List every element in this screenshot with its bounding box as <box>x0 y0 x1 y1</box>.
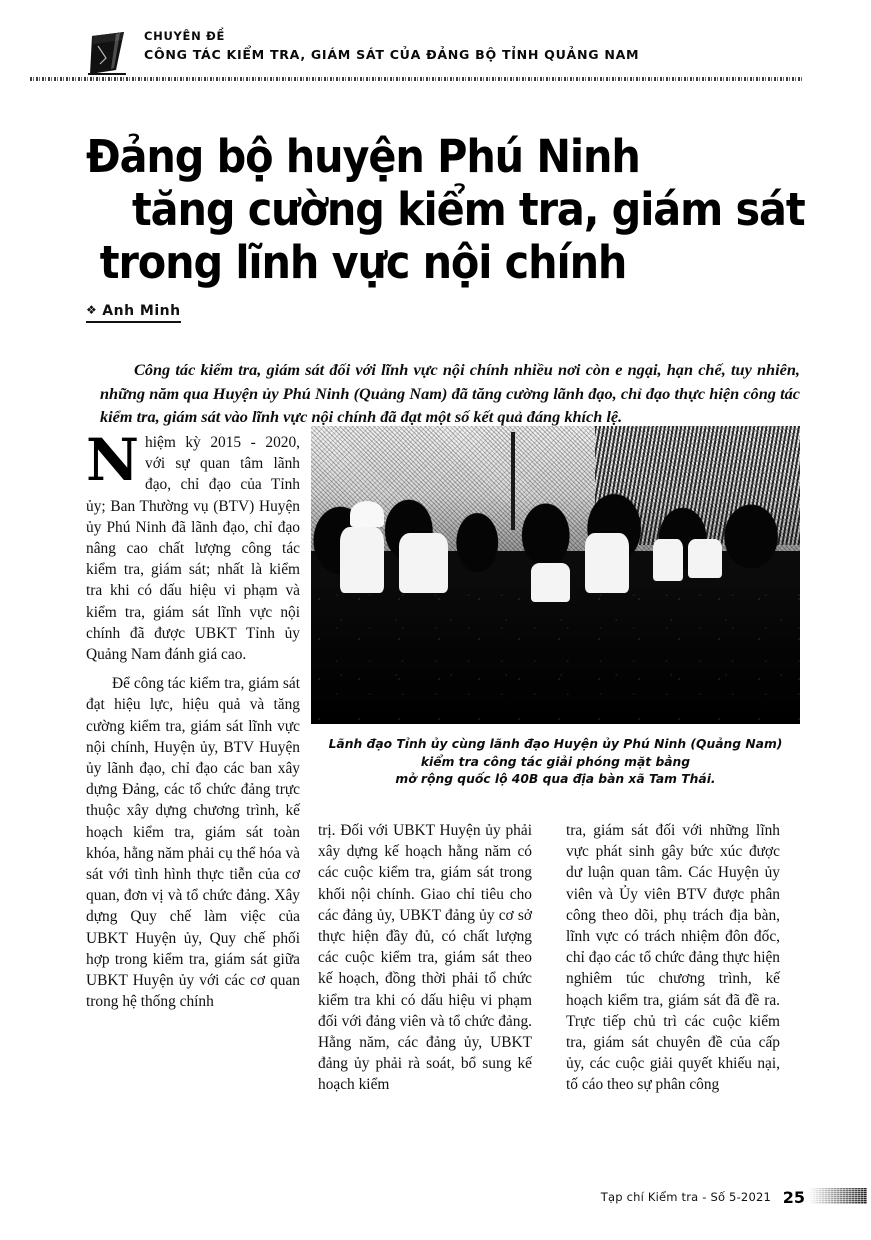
running-head-divider <box>30 77 804 81</box>
running-head-text <box>144 28 639 64</box>
photo-ground <box>311 587 800 724</box>
photo-caption-line-2: kiểm tra công tác giải phóng mặt bằng <box>420 754 691 769</box>
body-paragraph-1 <box>86 426 300 665</box>
photo-person-shirt-1 <box>340 527 384 593</box>
headline-line-3: trong lĩnh vực nội chính <box>99 236 627 290</box>
photo-caption <box>311 736 800 789</box>
body-paragraph-3: trị. Đối với UBKT Huyện ủy phải xây dựng kế hoạch hằng năm có các cuộc kiểm tra, giám sát trong khối nội chính. Giao chỉ tiêu cho các đảng ủy, UBKT đảng ủy cơ sở thực hiện đầy đủ, có chất lượng các cuộc kiểm tra, giám sát theo kế hoạch, đồng thời phải tổ chức kiểm tra khi có dấu hiệu vi phạm đối với đảng viên và tổ chức đảng. Hằng năm, các đảng ủy, UBKT đảng ủy phải rà soát, bổ sung kế hoạch kiểm <box>318 822 532 1094</box>
headline-line-2: tăng cường kiểm tra, giám sát <box>132 183 805 237</box>
page-title <box>86 130 805 290</box>
body-paragraph-4: tra, giám sát đối với những lĩnh vực phát sinh gây bức xúc được dư luận quan tâm. Các Huyện ủy viên và Ủy viên BTV được phân công theo dõi, phụ trách địa bàn, lĩnh vực có trách nhiệm đôn đốc, chỉ đạo các tổ chức đảng thực hiện nghiêm túc chương trình, kế hoạch kiểm tra, giám sát đã đề ra. Trực tiếp chủ trì các cuộc kiểm tra, giám sát chuyên đề của cấp ủy, các cuộc giải quyết khiếu nại, tố cáo theo sự phân công <box>566 822 780 1094</box>
body-column-3 <box>566 820 780 1096</box>
drop-cap: N <box>86 426 140 494</box>
photo-person-shirt-3 <box>531 563 570 602</box>
body-column-1 <box>86 426 300 1012</box>
byline-author: Anh Minh <box>102 303 181 319</box>
photo-person-shirt-5 <box>653 539 682 581</box>
byline <box>86 303 181 323</box>
running-head-kicker: CHUYÊN ĐỀ <box>144 29 226 43</box>
photo-caption-line-1: Lãnh đạo Tỉnh ủy cùng lãnh đạo Huyện ủy Phú Ninh (Quảng Nam) <box>328 737 783 751</box>
running-head-title: CÔNG TÁC KIỂM TRA, GIÁM SÁT CỦA ĐẢNG BỘ TỈNH QUẢNG NAM <box>144 47 640 62</box>
photo-person-shirt-6 <box>688 539 722 578</box>
flag-banner-logo-icon <box>86 30 128 76</box>
article-deck: Công tác kiểm tra, giám sát đối với lĩnh vực nội chính nhiều nơi còn e ngại, hạn chế, tuy nhiên, những năm qua Huyện ủy Phú Ninh (Quảng Nam) đã tăng cường lãnh đạo, chỉ đạo thực hiện công tác kiểm tra, giám sát vào lĩnh vực nội chính đã đạt một số kết quả đáng khích lệ. <box>100 360 800 427</box>
photo-person-helmet <box>350 501 384 528</box>
photo-caption-line-3: mở rộng quốc lộ 40B qua địa bàn xã Tam Thái. <box>395 772 716 786</box>
photo-utility-pole <box>511 432 515 530</box>
body-column-2 <box>318 820 532 1096</box>
photo-person-shirt-4 <box>585 533 629 593</box>
footer-publication: Tạp chí Kiểm tra - Số 5-2021 <box>600 1190 771 1204</box>
halftone-gradient-bar-icon <box>809 1188 867 1204</box>
footer-page-number: 25 <box>782 1188 805 1207</box>
body-paragraph-1-text: hiệm kỳ 2015 - 2020, với sự quan tâm lãnh đạo, chỉ đạo của Tỉnh ủy; Ban Thường vụ (BTV) Huyện ủy Phú Ninh đã lãnh đạo, chỉ đạo nâng cao chất lượng công tác kiểm tra, giám sát; nhất là kiểm tra khi có dấu hiệu vi phạm và kiểm tra, giám sát lĩnh vực nội chính đã được UBKT Tỉnh ủy Quảng Nam đánh giá cao. <box>86 434 300 664</box>
body-paragraph-2: Để công tác kiểm tra, giám sát đạt hiệu lực, hiệu quả và tăng cường kiểm tra, giám sát lĩnh vực nội chính, Huyện ủy, BTV Huyện ủy lãnh đạo, chỉ đạo các ban xây dựng Đảng, các tổ chức đảng trực thuộc xây dựng chương trình, kế hoạch kiểm tra, giám sát toàn khóa, hằng năm phải cụ thể hóa và sát với tình hình thực tiễn của cơ quan, đơn vị và tổ chức đảng. Xây dựng Quy chế làm việc của UBKT Huyện ủy, Quy chế phối hợp trong kiểm tra, giám sát giữa UBKT Huyện ủy với các cơ quan trong hệ thống chính <box>86 675 300 1011</box>
photo-person-shirt-2 <box>399 533 448 593</box>
byline-diamond-icon: ❖ <box>86 303 98 317</box>
page-footer <box>0 1182 871 1212</box>
article-photo <box>311 426 800 724</box>
headline-line-1: Đảng bộ huyện Phú Ninh <box>86 130 640 184</box>
